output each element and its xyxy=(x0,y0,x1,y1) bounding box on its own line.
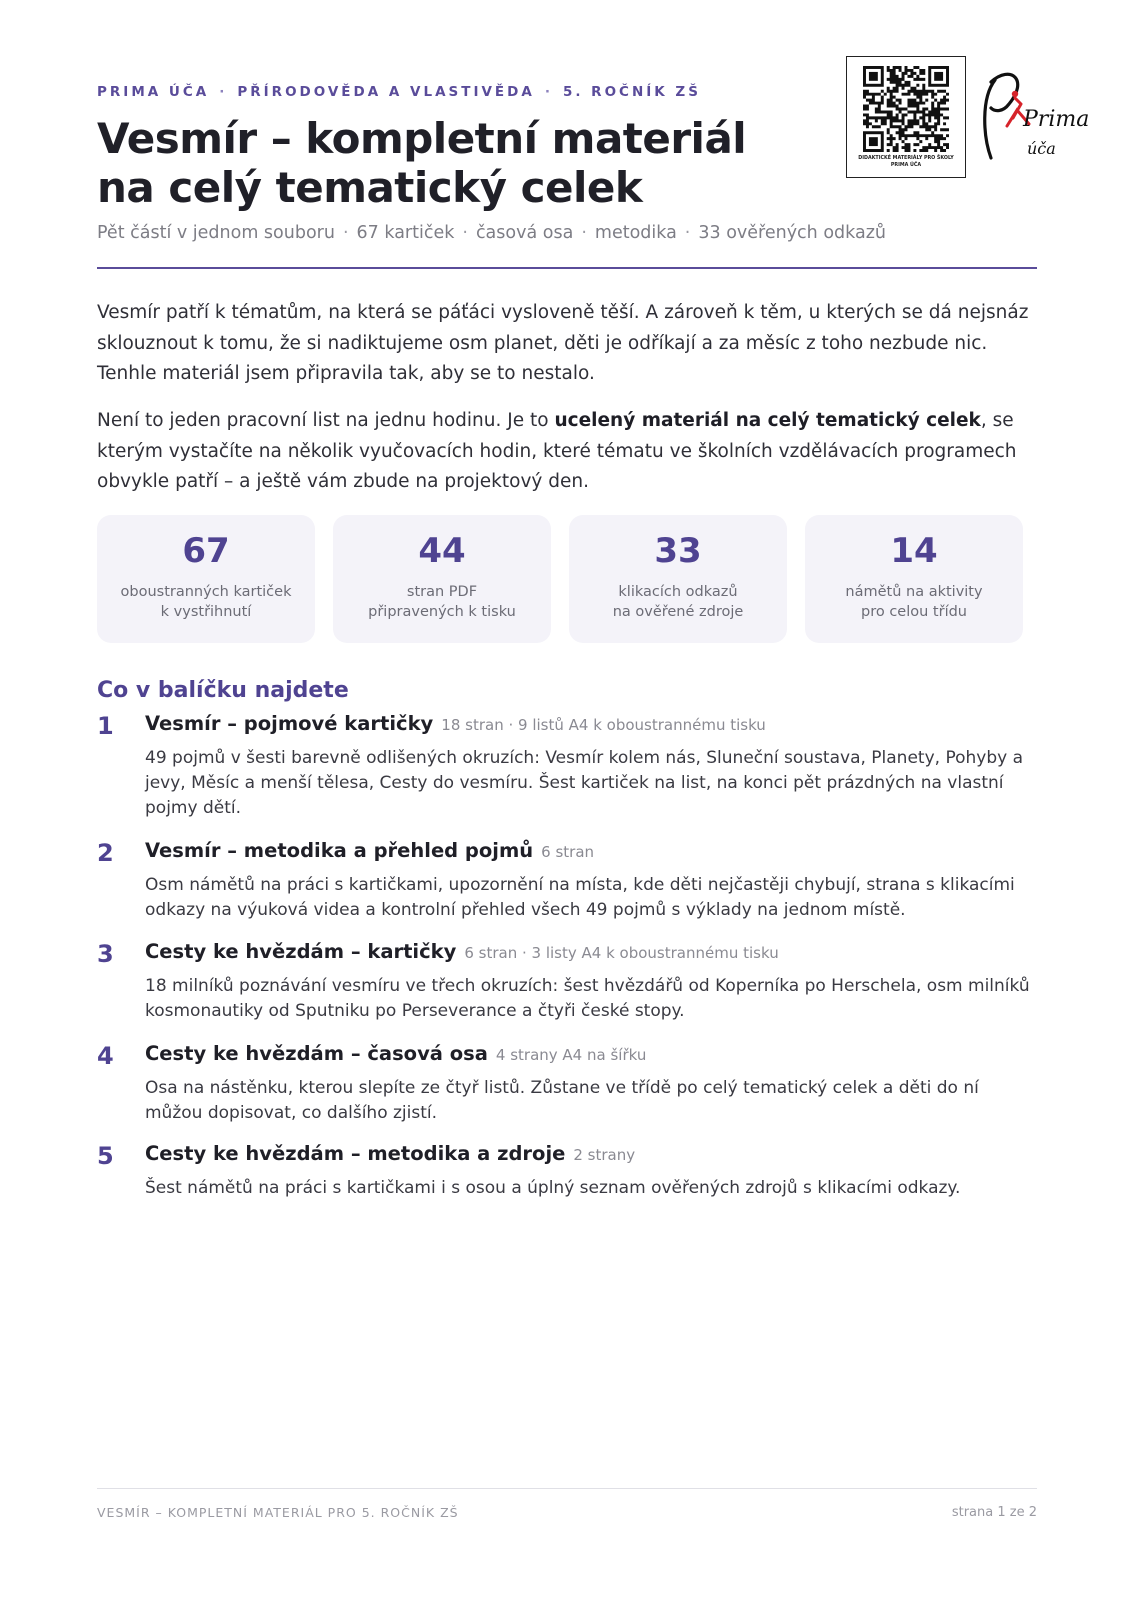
item-number: 3 xyxy=(97,940,114,968)
item-description: 18 milníků poznávání vesmíru ve třech okruzích: šest hvězdářů od Koperníka po Herschela, osm milníků kosmonautiky od Sputniku po Perseverance a čtyři české stopy. xyxy=(145,976,1030,1021)
document-page xyxy=(97,0,1090,1600)
kicker-brand: PRIMA ÚČA xyxy=(97,84,210,100)
subtitle-part: časová osa xyxy=(475,223,574,243)
item-name: Vesmír – metodika a přehled pojmů xyxy=(145,839,534,862)
item-number: 2 xyxy=(97,839,114,867)
stat-card xyxy=(569,515,787,643)
footer-title: VESMÍR – KOMPLETNÍ MATERIÁL PRO 5. ROČNÍK ZŠ xyxy=(97,1505,459,1520)
item-name: Cesty ke hvězdám – časová osa xyxy=(145,1042,488,1065)
qr-caption-line-1: DIDAKTICKÉ MATERIÁLY PRO ŠKOLY xyxy=(858,156,954,161)
qr-caption-line-2: PRIMA ÚČA xyxy=(890,163,922,168)
intro-paragraph-2: Není to jeden pracovní list na jednu hodinu. Je to ucelený materiál na celý tematický celek, se kterým vystačíte na několik vyučovacích hodin, které tématu ve školních vzdělávacích programech obvykle patří – a ještě vám zbude na projektový den. xyxy=(97,410,1017,492)
stat-label: oboustranných kartiček k vystřihnutí xyxy=(120,584,292,620)
item-meta: 18 stran · 9 listů A4 k oboustrannému tisku xyxy=(441,716,766,734)
item-meta: 6 stran · 3 listy A4 k oboustrannému tisku xyxy=(464,944,779,962)
intro-paragraph-1: Vesmír patří k tématům, na která se páťáci vysloveně těší. A zároveň k těm, u kterých se dá nejsnáz sklouznout k tomu, že si nadiktujeme osm planet, děti je odříkají a za měsíc z toho nezbude nic. Tenhle materiál jsem připravila tak, aby se to nestalo. xyxy=(97,302,1029,384)
footer-divider xyxy=(97,1488,1037,1489)
item-meta: 4 strany A4 na šířku xyxy=(495,1046,647,1064)
stat-value: 44 xyxy=(418,531,466,571)
item-meta: 6 stran xyxy=(541,843,595,861)
kicker-subject: PŘÍRODOVĚDA A VLASTIVĚDA xyxy=(237,84,535,100)
header-divider xyxy=(97,267,1037,269)
stat-card xyxy=(805,515,1023,643)
subtitle-part: Pět částí v jednom souboru xyxy=(97,223,335,243)
item-meta: 2 strany xyxy=(573,1146,636,1164)
subtitle-part: 67 kartiček xyxy=(356,223,455,243)
qr-code-icon xyxy=(863,66,949,152)
section-title: Co v balíčku najdete xyxy=(97,678,349,703)
item-name: Cesty ke hvězdám – kartičky xyxy=(145,940,457,963)
stat-card xyxy=(333,515,551,643)
subtitle: Pět částí v jednom souboru · 67 kartiček · časová osa · metodika · 33 ověřených odkazů xyxy=(97,223,886,243)
prima-uca-logo xyxy=(977,58,1090,168)
stat-label: námětů na aktivity pro celou třídu xyxy=(845,584,983,620)
stat-card xyxy=(97,515,315,643)
subtitle-part: 33 ověřených odkazů xyxy=(698,223,886,243)
kicker-grade: 5. ROČNÍK ZŠ xyxy=(562,84,701,100)
stat-value: 67 xyxy=(182,531,230,571)
qr-code[interactable] xyxy=(846,56,966,178)
logo-subtext: úča xyxy=(1027,139,1056,158)
item-name: Cesty ke hvězdám – metodika a zdroje xyxy=(145,1142,566,1165)
item-description: Osm námětů na práci s kartičkami, upozornění na místa, kde děti nejčastěji chybují, strana s klikacími odkazy na výuková videa a kontrolní přehled všech 49 pojmů s výklady na jednom místě. xyxy=(145,875,1015,920)
item-name: Vesmír – pojmové kartičky xyxy=(145,712,434,735)
stat-value: 33 xyxy=(654,531,702,571)
item-number: 5 xyxy=(97,1142,114,1170)
stat-value: 14 xyxy=(890,531,938,571)
subtitle-part: metodika xyxy=(594,223,677,243)
page-number: strana 1 ze 2 xyxy=(951,1505,1037,1520)
intro-highlight: ucelený materiál na celý tematický celek xyxy=(554,410,981,431)
stats-row xyxy=(97,515,1037,643)
page-title xyxy=(97,114,797,212)
item-number: 1 xyxy=(97,712,114,740)
item-description: 49 pojmů v šesti barevně odlišených okruzích: Vesmír kolem nás, Sluneční soustava, Planety, Pohyby a jevy, Měsíc a menší tělesa, Cesty do vesmíru. Šest kartiček na list, na konci pět prázdných na vlastní pojmy dětí. xyxy=(145,748,1024,818)
kicker: PRIMA ÚČA · PŘÍRODOVĚDA A VLASTIVĚDA · 5. ROČNÍK ZŠ xyxy=(97,84,701,100)
title-line-2: na celý tematický celek xyxy=(97,163,643,212)
item-description: Šest námětů na práci s kartičkami i s osou a úplný seznam ověřených zdrojů s klikacími odkazy. xyxy=(145,1178,961,1198)
item-number: 4 xyxy=(97,1042,114,1070)
logo-text: Prima xyxy=(1023,107,1090,132)
item-description: Osa na nástěnku, kterou slepíte ze čtyř listů. Zůstane ve třídě po celý tematický celek a děti do ní můžou dopisovat, co dalšího zjistí. xyxy=(145,1078,979,1123)
title-line-1: Vesmír – kompletní materiál xyxy=(97,114,747,163)
stat-label: klikacích odkazů na ověřené zdroje xyxy=(612,584,744,620)
stat-label: stran PDF připravených k tisku xyxy=(368,584,516,620)
qr-caption xyxy=(851,155,961,169)
